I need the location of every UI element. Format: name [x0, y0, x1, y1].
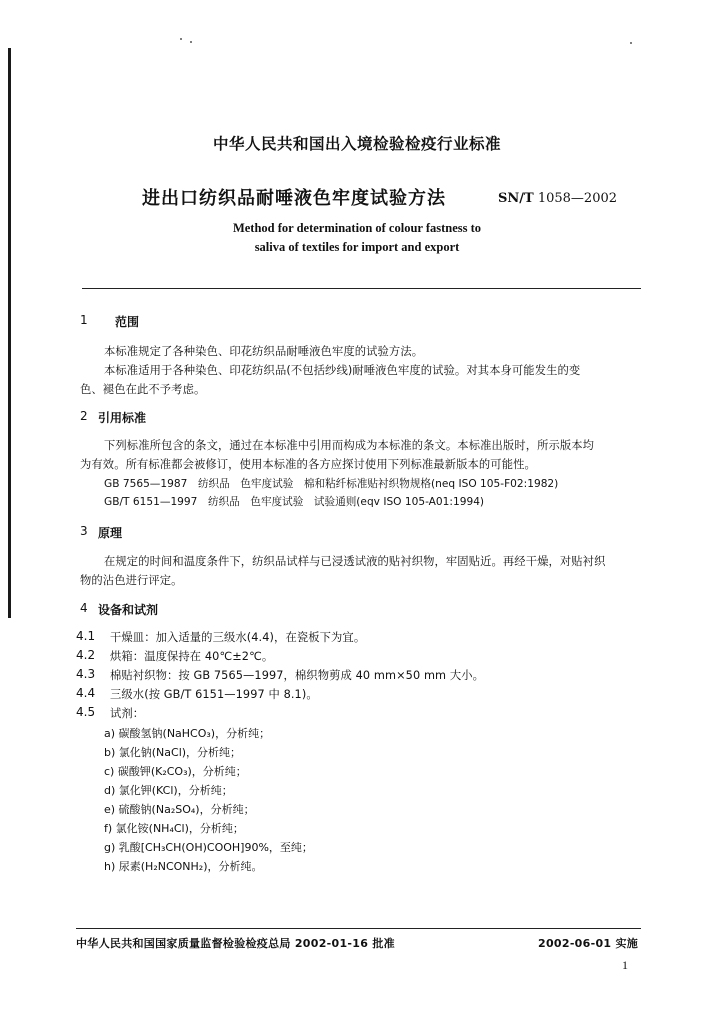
approval-line: 中华人民共和国国家质量监督检验检疫总局 2002-01-16 批准: [76, 937, 395, 950]
english-title-line-2: saliva of textiles for import and export: [254, 240, 460, 254]
item-desiccator: 干燥皿：加入适量的三级水(4.4)，在瓷板下为宜。: [110, 631, 366, 644]
reagent-list-item: d) 氯化钾(KCl)，分析纯；: [104, 784, 233, 797]
item-number: 4.1: [76, 629, 96, 643]
section-number: 2: [80, 409, 88, 423]
item-cotton-adjacent-fabric: 棉贴衬织物：按 GB 7565—1997，棉织物剪成 40 mm×50 mm 大小。: [110, 669, 485, 682]
scope-paragraph-2-line-2: 色、褪色在此不予考虑。: [80, 383, 206, 396]
reagent-list-item: e) 硫酸钠(Na₂SO₄)，分析纯；: [104, 803, 255, 816]
page-number: 1: [622, 958, 628, 972]
reagent-list-item: g) 乳酸[CH₃CH(OH)COOH]90%，至纯；: [104, 841, 313, 854]
section-heading-scope: 范围: [115, 315, 140, 329]
item-number: 4.4: [76, 686, 96, 700]
reagent-list-item: c) 碳酸钾(K₂CO₃)，分析纯；: [104, 765, 247, 778]
item-number: 4.5: [76, 705, 96, 719]
english-title-line-1: Method for determination of colour fastness to: [232, 221, 482, 235]
section-number: 1: [80, 313, 88, 327]
scope-paragraph-2-line-1: 本标准适用于各种染色、印花纺织品(不包括纱线)耐唾液色牢度的试验。对其本身可能发生的变: [104, 364, 581, 377]
scan-speck: [190, 41, 192, 43]
reagent-list-item: f) 氯化铵(NH₄Cl)，分析纯；: [104, 822, 244, 835]
section-heading-references: 引用标准: [98, 411, 147, 425]
reagent-list-item: b) 氯化钠(NaCl)，分析纯；: [104, 746, 242, 759]
standard-code-prefix: SN/T: [498, 191, 534, 206]
item-oven: 烘箱：温度保持在 40℃±2℃。: [110, 650, 274, 663]
item-reagents: 试剂：: [110, 707, 145, 720]
item-number: 4.2: [76, 648, 96, 662]
standard-code: [498, 191, 617, 206]
effective-date: 2002-06-01 实施: [538, 937, 639, 950]
footer-divider: [76, 928, 641, 929]
principle-paragraph-line-2: 物的沾色进行评定。: [80, 574, 183, 587]
section-heading-apparatus-reagents: 设备和试剂: [98, 603, 159, 617]
item-number: 4.3: [76, 667, 96, 681]
scan-speck: [630, 42, 632, 44]
industry-standard-header: 中华人民共和国出入境检验检疫行业标准: [212, 135, 501, 153]
item-grade-3-water: 三级水(按 GB/T 6151—1997 中 8.1)。: [110, 688, 318, 701]
document-title: 进出口纺织品耐唾液色牢度试验方法: [142, 188, 446, 209]
section-number: 4: [80, 601, 88, 615]
scope-paragraph-1: 本标准规定了各种染色、印花纺织品耐唾液色牢度的试验方法。: [104, 345, 424, 358]
principle-paragraph-line-1: 在规定的时间和温度条件下，纺织品试样与已浸透试液的贴衬织物，牢固贴近。再经干燥，对贴衬织: [104, 555, 606, 568]
references-paragraph-line-1: 下列标准所包含的条文，通过在本标准中引用而构成为本标准的条文。本标准出版时，所示版本均: [104, 439, 595, 452]
references-paragraph-line-2: 为有效。所有标准都会被修订，使用本标准的各方应探讨使用下列标准最新版本的可能性。: [80, 458, 536, 471]
title-divider: [82, 288, 641, 289]
section-number: 3: [80, 524, 88, 538]
reference-gb-7565: GB 7565—1987 纺织品 色牢度试验 棉和粘纤标准贴衬织物规格(neq ISO 105-F02:1982): [104, 478, 559, 490]
standard-code-number: 1058—2002: [537, 191, 618, 206]
reference-gbt-6151: GB/T 6151—1997 纺织品 色牢度试验 试验通则(eqv ISO 105-A01:1994): [104, 496, 485, 508]
section-heading-principle: 原理: [98, 526, 123, 540]
reagent-list-item: h) 尿素(H₂NCONH₂)，分析纯。: [104, 860, 263, 873]
scan-speck: [180, 38, 182, 40]
reagent-list-item: a) 碳酸氢钠(NaHCO₃)，分析纯；: [104, 727, 271, 740]
